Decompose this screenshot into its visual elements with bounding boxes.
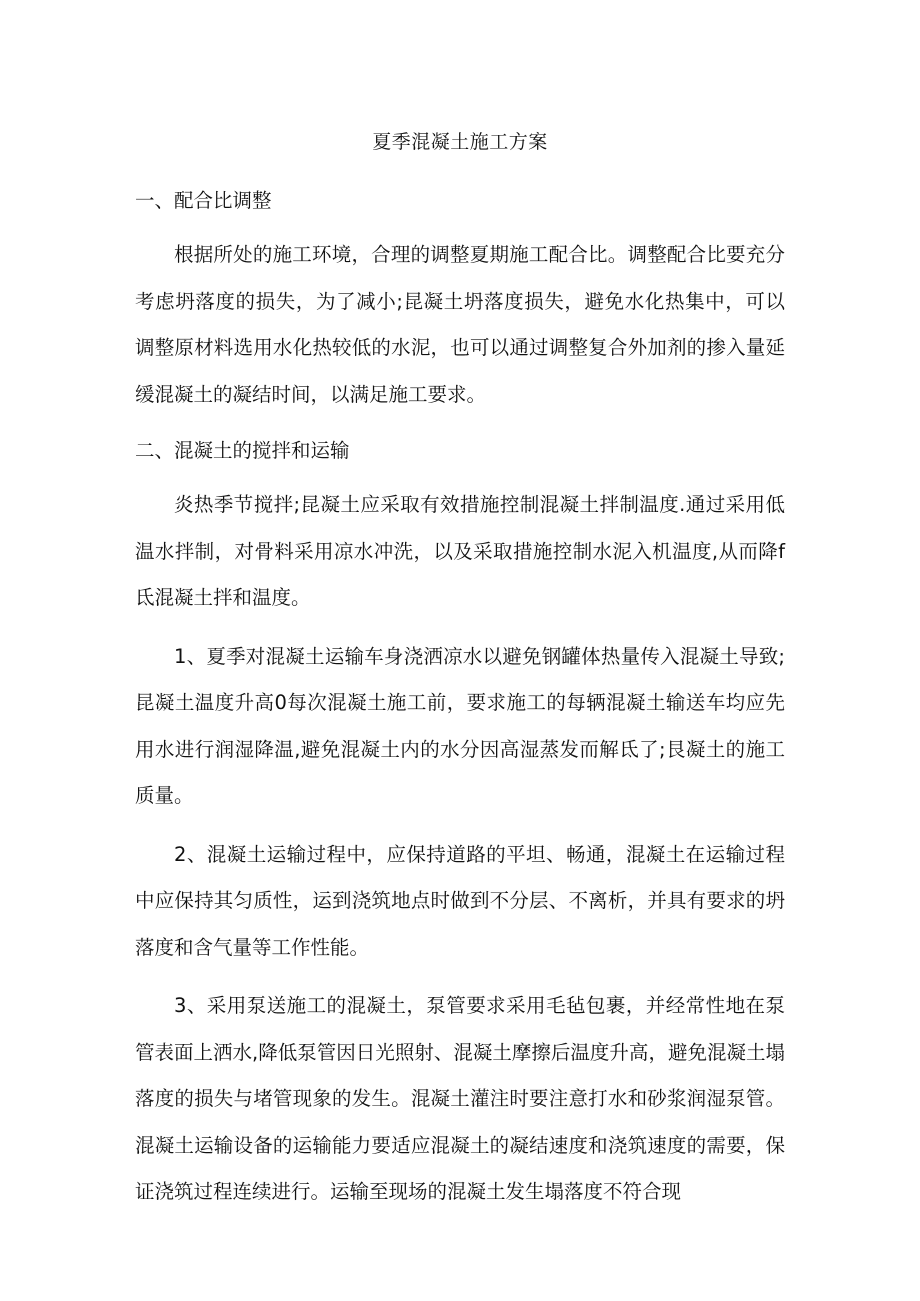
section-2-paragraph-2: 1、夏季对混凝土运输车身浇洒凉水以避免钢罐体热量传入混凝土导致;昆凝土温度升高0每次混凝土施工前，要求施工的每辆混凝土输送车均应先用水进行润湿降温,避免混凝土内的水分因高湿蒸发而解氐了;艮凝土的施工质量。 xyxy=(135,644,785,807)
section-2-paragraph-1: 炎热季节搅拌;昆凝土应采取有效措施控制混凝土拌制温度.通过采用低温水拌制，对骨料采用凉水冲洗，以及采取措施控制水泥入机温度,从而降f氐混凝土拌和温度。 xyxy=(135,493,785,609)
section-2-paragraph-3: 2、混凝土运输过程中，应保持道路的平坦、畅通，混凝土在运输过程中应保持其匀质性，运到浇筑地点时做到不分层、不离析，并具有要求的坍落度和含气量等工作性能。 xyxy=(135,842,785,959)
document-title: 夏季混凝土施工方案 xyxy=(372,131,548,153)
section-heading-1: 一、配合比调整 xyxy=(135,189,272,212)
section-2-paragraph-4: 3、采用泵送施工的混凝土，泵管要求采用毛毡包裹，并经常性地在泵管表面上洒水,降低泵管因日光照射、混凝土摩擦后温度升高，避免混凝土塌落度的损失与堵管现象的发生。混凝土灌注时要注意打水和砂浆润湿泵管。混凝土运输设备的运输能力要适应混凝土的凝结速度和浇筑速度的需要，保证浇筑过程连续进行。运输至现场的混凝土发生塌落度不符合现 xyxy=(135,994,785,1203)
document-body xyxy=(135,178,785,1216)
section-heading-2: 二、混凝土的搅拌和运输 xyxy=(135,439,350,462)
section-1-paragraph-1: 根据所处的施工环境，合理的调整夏期施工配合比。调整配合比要充分考虑坍落度的损失，为了减小;昆凝土坍落度损失，避免水化热集中，可以调整原材料选用水化热较低的水泥，也可以通过调整复合外加剂的掺入量延缓混凝土的凝结时间，以满足施工要求。 xyxy=(135,243,785,406)
